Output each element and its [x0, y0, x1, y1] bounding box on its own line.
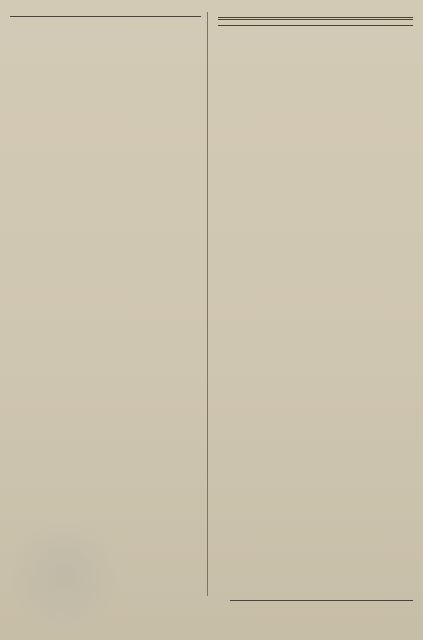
- edict-divider: [218, 17, 414, 20]
- left-divider: [10, 16, 201, 17]
- edict-underline: [218, 25, 414, 26]
- text-columns: [10, 12, 413, 596]
- right-column: [216, 12, 414, 596]
- left-column: [10, 12, 208, 596]
- library-stamp: [4, 520, 124, 630]
- printer-imprint: [230, 600, 413, 605]
